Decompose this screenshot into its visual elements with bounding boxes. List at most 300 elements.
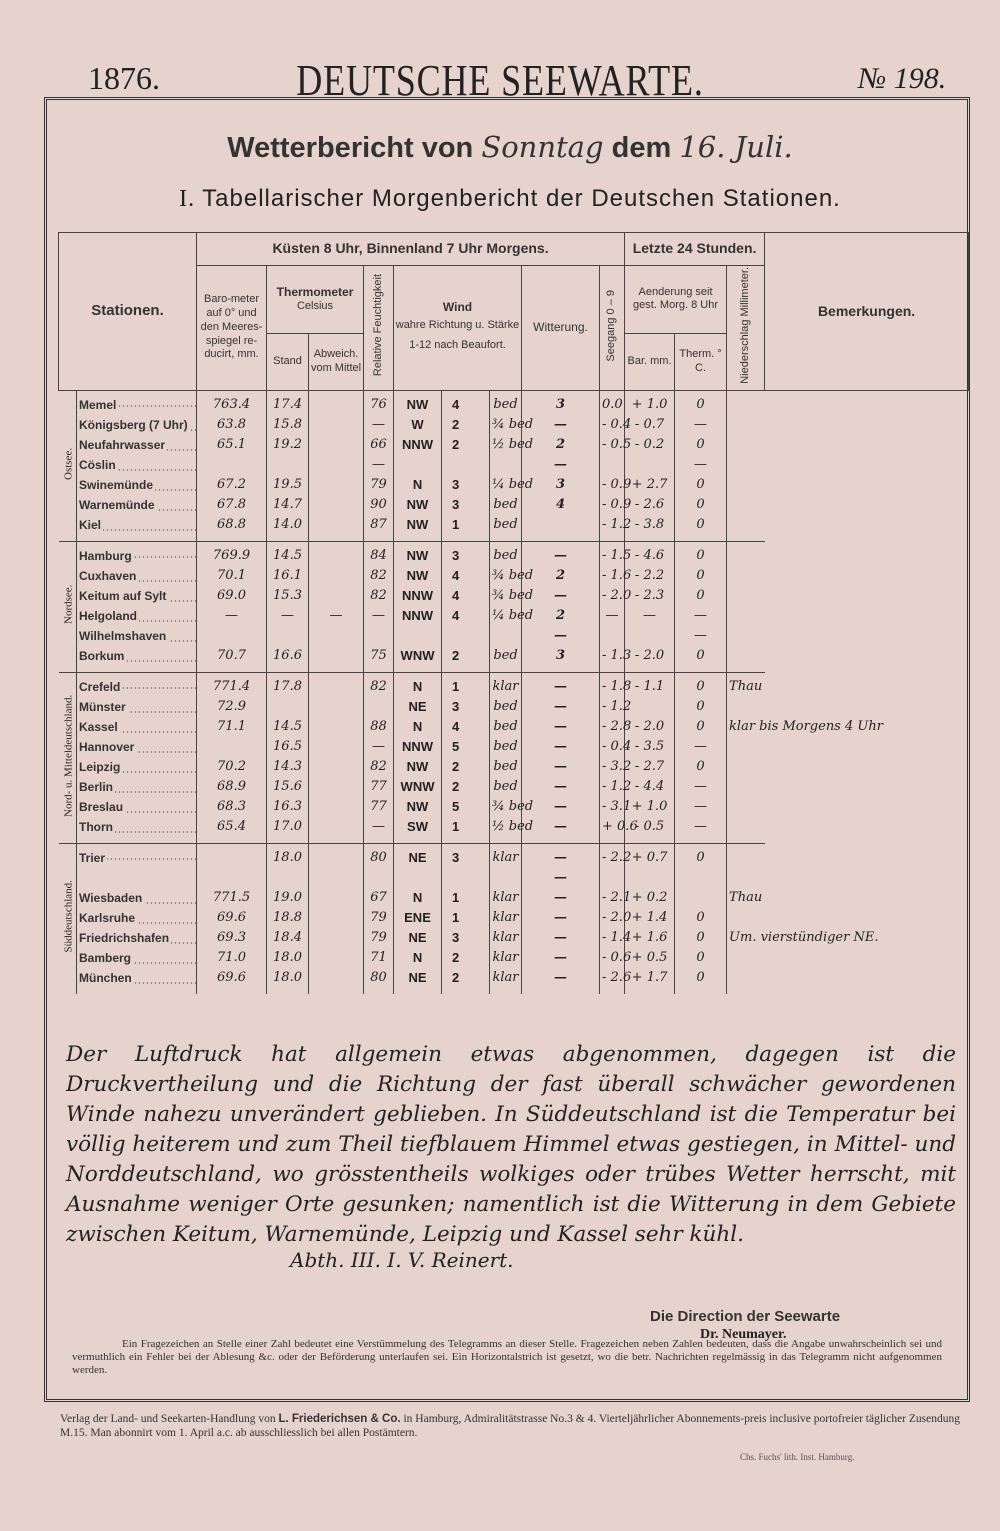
precipitation: —: [675, 415, 727, 435]
wind-strength: 2: [442, 968, 490, 994]
humidity-value: —: [364, 415, 394, 435]
deviation-value: [309, 888, 364, 908]
table-row: [59, 817, 969, 844]
remark: [727, 908, 765, 928]
temperature-value: 18.8: [267, 908, 309, 928]
humidity-value: 77: [364, 797, 394, 817]
remark: [727, 757, 765, 777]
precipitation: [675, 868, 727, 888]
remark: [727, 415, 765, 435]
therm-change: + 2.7: [625, 475, 675, 495]
remark: [727, 606, 765, 626]
wind-direction: NW: [394, 390, 442, 415]
wind-strength: 1: [442, 817, 490, 844]
humidity-value: 66: [364, 435, 394, 455]
table-row: [59, 908, 969, 928]
station-name: Thorn: [77, 817, 197, 844]
humidity-value: 82: [364, 672, 394, 697]
wind-strength: 4: [442, 717, 490, 737]
bar-change: + 0.6: [600, 817, 625, 844]
remark: klar bis Morgens 4 Uhr: [727, 717, 765, 737]
barometer-value: 771.4: [197, 672, 267, 697]
bar-change: - 1.4: [600, 928, 625, 948]
deviation-value: [309, 908, 364, 928]
title-date: 16. Juli.: [679, 130, 793, 164]
station-name: Crefeld: [77, 672, 197, 697]
wind-direction: NW: [394, 566, 442, 586]
col-bar: Bar. mm.: [625, 333, 675, 390]
humidity-value: 76: [364, 390, 394, 415]
wind-strength: 4: [442, 566, 490, 586]
temperature-value: 17.0: [267, 817, 309, 844]
wind-strength: 4: [442, 606, 490, 626]
humidity-value: 80: [364, 968, 394, 994]
wind-strength: [442, 626, 490, 646]
wind-strength: 2: [442, 646, 490, 673]
wind-strength: 2: [442, 415, 490, 435]
remark: [727, 566, 765, 586]
remark: [727, 586, 765, 606]
temperature-value: —: [267, 606, 309, 626]
region-label: Süddeutschland.: [59, 843, 77, 994]
wind-direction: NW: [394, 757, 442, 777]
sea-state: —: [522, 777, 600, 797]
precipitation: 0: [675, 390, 727, 415]
col-feuchtigkeit: [364, 266, 394, 391]
table-row: [59, 928, 969, 948]
temperature-value: 14.5: [267, 541, 309, 566]
station-name: Hannover: [77, 737, 197, 757]
bar-change: - 3.2: [600, 757, 625, 777]
therm-change: - 2.3: [625, 586, 675, 606]
temperature-value: 18.0: [267, 968, 309, 994]
wind-strength: 3: [442, 697, 490, 717]
bar-change: - 1.2: [600, 515, 625, 542]
col-seegang: [600, 266, 625, 391]
bar-change: [600, 868, 625, 888]
barometer-value: 67.2: [197, 475, 267, 495]
precipitation: —: [675, 737, 727, 757]
precipitation: 0: [675, 928, 727, 948]
sea-state: —: [522, 717, 600, 737]
barometer-value: 69.6: [197, 908, 267, 928]
temperature-value: 18.0: [267, 948, 309, 968]
therm-change: [625, 868, 675, 888]
wind-strength: 3: [442, 475, 490, 495]
table-row: [59, 968, 969, 994]
station-name: Borkum: [77, 646, 197, 673]
weather-value: bed: [490, 717, 522, 737]
wind-direction: NW: [394, 797, 442, 817]
station-name: Kassel: [77, 717, 197, 737]
barometer-value: 70.1: [197, 566, 267, 586]
deviation-value: [309, 797, 364, 817]
deviation-value: [309, 948, 364, 968]
table-row: [59, 672, 969, 697]
publisher-pre: Verlag der Land- und Seekarten-Handlung von: [60, 1413, 276, 1425]
col-wind: [394, 266, 522, 391]
weather-value: ¾ bed: [490, 797, 522, 817]
weather-value: ¾ bed: [490, 566, 522, 586]
bar-change: - 1.3: [600, 646, 625, 673]
subtitle-roman: I.: [179, 186, 196, 212]
barometer-value: [197, 868, 267, 888]
deviation-value: [309, 843, 364, 868]
wind-strength: 1: [442, 515, 490, 542]
feuchtigkeit-label: Relative Feuchtigkeit: [371, 274, 384, 377]
deviation-value: [309, 495, 364, 515]
temperature-value: [267, 455, 309, 475]
deviation-value: [309, 672, 364, 697]
deviation-value: [309, 777, 364, 797]
col-stand: Stand: [267, 333, 309, 390]
precipitation: 0: [675, 586, 727, 606]
bar-change: - 0.9: [600, 475, 625, 495]
therm-change: + 0.7: [625, 843, 675, 868]
sea-state: 4: [522, 495, 600, 515]
station-name: Friedrichshafen: [77, 928, 197, 948]
temperature-value: 16.3: [267, 797, 309, 817]
station-name: [77, 868, 197, 888]
therm-change: - 2.2: [625, 566, 675, 586]
sea-state: —: [522, 888, 600, 908]
wind-strength: 4: [442, 390, 490, 415]
wind-strength: 1: [442, 672, 490, 697]
station-name: Memel: [77, 390, 197, 415]
humidity-value: 79: [364, 908, 394, 928]
col-abweich: Abweich. vom Mittel: [309, 333, 364, 390]
humidity-value: 82: [364, 586, 394, 606]
bar-change: 0.0: [600, 390, 625, 415]
bar-change: [600, 455, 625, 475]
remark: [727, 435, 765, 455]
publisher-line: [60, 1412, 960, 1440]
humidity-value: 71: [364, 948, 394, 968]
wind-direction: N: [394, 672, 442, 697]
sea-state: —: [522, 672, 600, 697]
temperature-value: 17.4: [267, 390, 309, 415]
wind-strength: [442, 868, 490, 888]
table-row: [59, 390, 969, 415]
precipitation: 0: [675, 566, 727, 586]
temperature-value: 16.6: [267, 646, 309, 673]
wind-strength: 1: [442, 908, 490, 928]
col-barometer: Baro-meter auf 0° und den Meeres-spiegel re-ducirt, mm.: [197, 266, 267, 391]
bar-change: - 2.1: [600, 888, 625, 908]
deviation-value: [309, 415, 364, 435]
wind-direction: NE: [394, 843, 442, 868]
wind-direction: NW: [394, 541, 442, 566]
deviation-value: [309, 697, 364, 717]
barometer-value: 70.7: [197, 646, 267, 673]
temperature-value: 16.5: [267, 737, 309, 757]
station-name: Berlin: [77, 777, 197, 797]
wind-direction: NW: [394, 515, 442, 542]
humidity-value: 82: [364, 566, 394, 586]
wind-direction: WNW: [394, 646, 442, 673]
station-name: Münster: [77, 697, 197, 717]
table-row: [59, 541, 969, 566]
weather-table: [58, 232, 969, 994]
precipitation: 0: [675, 646, 727, 673]
therm-change: + 1.6: [625, 928, 675, 948]
subtitle-text: Tabellarischer Morgenbericht der Deutschen Stationen.: [202, 185, 841, 212]
precipitation: —: [675, 817, 727, 844]
sea-state: —: [522, 541, 600, 566]
sea-state: —: [522, 797, 600, 817]
remark: [727, 843, 765, 868]
sea-state: 2: [522, 606, 600, 626]
col-bemerkungen: Bemerkungen.: [765, 233, 969, 391]
wind-sub: wahre Richtung u. Stärke 1-12 nach Beaufort.: [395, 319, 520, 352]
temperature-value: 19.5: [267, 475, 309, 495]
station-name: München: [77, 968, 197, 994]
weather-value: ¼ bed: [490, 475, 522, 495]
wind-direction: NNW: [394, 586, 442, 606]
bar-change: - 2.0: [600, 908, 625, 928]
weather-value: bed: [490, 515, 522, 542]
subtitle: [60, 185, 960, 213]
sea-state: 3: [522, 475, 600, 495]
deviation-value: —: [309, 606, 364, 626]
remark: Thau: [727, 672, 765, 697]
station-name: Wilhelmshaven: [77, 626, 197, 646]
title-mid: dem: [611, 132, 672, 164]
barometer-value: [197, 626, 267, 646]
station-name: Breslau: [77, 797, 197, 817]
bar-change: [600, 626, 625, 646]
humidity-value: —: [364, 455, 394, 475]
therm-change: - 0.2: [625, 435, 675, 455]
lith-credit: Chs. Fuchs' lith. Inst. Hamburg.: [740, 1452, 855, 1462]
wind-strength: [442, 455, 490, 475]
therm-change: + 0.2: [625, 888, 675, 908]
wind-direction: N: [394, 475, 442, 495]
barometer-value: 68.3: [197, 797, 267, 817]
station-name: Helgoland: [77, 606, 197, 626]
deviation-value: [309, 817, 364, 844]
weather-value: [490, 868, 522, 888]
therm-change: + 1.0: [625, 390, 675, 415]
precipitation: 0: [675, 475, 727, 495]
deviation-value: [309, 435, 364, 455]
weather-value: klar: [490, 672, 522, 697]
year: 1876.: [88, 60, 160, 96]
therm-change: [625, 626, 675, 646]
weather-value: bed: [490, 390, 522, 415]
signature: Abth. III. I. V. Reinert.: [290, 1248, 514, 1272]
table-row: [59, 888, 969, 908]
weather-value: ¾ bed: [490, 415, 522, 435]
wind-direction: [394, 626, 442, 646]
deviation-value: [309, 757, 364, 777]
weather-value: ½ bed: [490, 817, 522, 844]
bar-change: - 2.8: [600, 717, 625, 737]
weather-value: bed: [490, 541, 522, 566]
bar-change: - 0.4: [600, 415, 625, 435]
station-name: Warnemünde: [77, 495, 197, 515]
remark: Um. vierstündiger NE.: [727, 928, 765, 948]
sea-state: —: [522, 908, 600, 928]
therm-change: - 2.6: [625, 495, 675, 515]
deviation-value: [309, 515, 364, 542]
sea-state: —: [522, 415, 600, 435]
barometer-value: 70.2: [197, 757, 267, 777]
therm-change: - 2.0: [625, 717, 675, 737]
humidity-value: 80: [364, 843, 394, 868]
weather-value: klar: [490, 888, 522, 908]
wind-strength: 5: [442, 737, 490, 757]
col-therm: Therm. ° C.: [675, 333, 727, 390]
deviation-value: [309, 586, 364, 606]
deviation-value: [309, 968, 364, 994]
station-name: Kiel: [77, 515, 197, 542]
remark: [727, 948, 765, 968]
bar-change: - 0.9: [600, 495, 625, 515]
deviation-value: [309, 475, 364, 495]
publisher-post: in Hamburg, Admiralitätstrasse No.3 & 4. Vierteljährlicher Abonnements-preis inclusive portofreier täglicher Zusendung M.15. Man abonnirt vom 1. April a.c. ab ausschliesslich bei allen Postämtern.: [60, 1413, 961, 1439]
wind-strength: 2: [442, 777, 490, 797]
table-row: [59, 843, 969, 868]
therm-change: - 3.5: [625, 737, 675, 757]
deviation-value: [309, 390, 364, 415]
report-title: [60, 130, 960, 165]
therm-change: + 1.7: [625, 968, 675, 994]
remark: [727, 737, 765, 757]
summary-text: Der Luftdruck hat allgemein etwas abgenommen, dagegen ist die Druckvertheilung und die Richtung der fast überall schwächer gewordenen Winde nahezu unverändert geblieben. In Süddeutschland ist die Temperatur bei völlig heiterem und zum Theil tiefblauem Himmel etwas gestiegen, in Mittel- und Norddeutschland, wo grösstentheils wolkiges oder trübes Wetter herrscht, mit Ausnahme weniger Orte gesunken; namentlich ist die Witterung in dem Gebiete zwischen Keitum, Warnemünde, Leipzig und Kassel sehr kühl.: [66, 1042, 956, 1247]
remark: [727, 541, 765, 566]
bar-change: —: [600, 606, 625, 626]
remark: [727, 797, 765, 817]
remark: [727, 495, 765, 515]
precipitation: 0: [675, 697, 727, 717]
wind-direction: WNW: [394, 777, 442, 797]
bar-change: - 0.6: [600, 948, 625, 968]
station-name: Hamburg: [77, 541, 197, 566]
table-row: [59, 515, 969, 542]
sea-state: —: [522, 868, 600, 888]
table-row: [59, 737, 969, 757]
wind-direction: NE: [394, 928, 442, 948]
table-row: [59, 606, 969, 626]
temperature-value: 14.7: [267, 495, 309, 515]
col-thermometer: [267, 266, 364, 334]
therm-change: - 4.4: [625, 777, 675, 797]
humidity-value: [364, 697, 394, 717]
sea-state: —: [522, 948, 600, 968]
wind-strength: 3: [442, 541, 490, 566]
remark: [727, 455, 765, 475]
weather-value: bed: [490, 697, 522, 717]
weather-value: klar: [490, 968, 522, 994]
table-row: [59, 757, 969, 777]
issue-number: № 198.: [858, 62, 947, 95]
region-label: Nordsee.: [59, 541, 77, 672]
temperature-value: 14.3: [267, 757, 309, 777]
station-name: Cöslin: [77, 455, 197, 475]
wind-direction: NNW: [394, 737, 442, 757]
wind-strength: 3: [442, 495, 490, 515]
humidity-value: 88: [364, 717, 394, 737]
table-row: [59, 717, 969, 737]
barometer-value: 67.8: [197, 495, 267, 515]
weather-value: bed: [490, 757, 522, 777]
barometer-value: 763.4: [197, 390, 267, 415]
therm-change: + 1.4: [625, 908, 675, 928]
wind-strength: 2: [442, 757, 490, 777]
precipitation: 0: [675, 968, 727, 994]
precipitation: 0: [675, 541, 727, 566]
humidity-value: 79: [364, 928, 394, 948]
barometer-value: [197, 455, 267, 475]
sea-state: —: [522, 586, 600, 606]
table-row: [59, 868, 969, 888]
masthead: DEUTSCHE SEEWARTE.: [296, 56, 704, 105]
table-row: [59, 566, 969, 586]
temperature-value: [267, 697, 309, 717]
footnote: Ein Fragezeichen an Stelle einer Zahl bedeutet eine Verstümmelung des Telegramms an dieser Stelle. Fragezeichen neben Zahlen bedeuten, dass die Angabe unwahrscheinlich sei und vermuthlich ein Fehler bei der Ablesung &c. oder der Beförderung unterlaufen sei. Ein Horizontalstrich ist gesetzt, wo die betr. Nachrichten regelmässig in das Telegramm nicht aufgenommen werden.: [72, 1338, 942, 1376]
precipitation: —: [675, 777, 727, 797]
precipitation: —: [675, 797, 727, 817]
remark: Thau: [727, 888, 765, 908]
precipitation: 0: [675, 717, 727, 737]
celsius-label: Celsius: [296, 300, 334, 313]
humidity-value: —: [364, 606, 394, 626]
therm-change: - 1.1: [625, 672, 675, 697]
table-row: [59, 797, 969, 817]
temperature-value: 17.8: [267, 672, 309, 697]
humidity-value: [364, 868, 394, 888]
wind-strength: 2: [442, 948, 490, 968]
barometer-value: 63.8: [197, 415, 267, 435]
bar-change: - 1.2: [600, 697, 625, 717]
bar-change: - 2.0: [600, 586, 625, 606]
barometer-value: 71.0: [197, 948, 267, 968]
table-row: [59, 777, 969, 797]
therm-change: [625, 455, 675, 475]
direction: Die Direction der Seewarte: [650, 1308, 841, 1325]
humidity-value: 79: [364, 475, 394, 495]
precipitation: —: [675, 606, 727, 626]
temperature-value: 19.2: [267, 435, 309, 455]
weather-value: bed: [490, 495, 522, 515]
precipitation: 0: [675, 908, 727, 928]
humidity-value: 77: [364, 777, 394, 797]
station-name: Swinemünde: [77, 475, 197, 495]
weather-value: bed: [490, 646, 522, 673]
temperature-value: 18.0: [267, 843, 309, 868]
temperature-value: 15.6: [267, 777, 309, 797]
barometer-value: 69.0: [197, 586, 267, 606]
title-day: Sonntag: [481, 130, 604, 164]
station-name: Karlsruhe: [77, 908, 197, 928]
temperature-value: 15.3: [267, 586, 309, 606]
weather-value: klar: [490, 948, 522, 968]
weather-value: ½ bed: [490, 435, 522, 455]
col-niederschlag: [727, 266, 765, 391]
precipitation: 0: [675, 948, 727, 968]
table-body: [59, 390, 969, 994]
station-name: Cuxhaven: [77, 566, 197, 586]
temperature-value: 14.5: [267, 717, 309, 737]
col-stationen: Stationen.: [59, 233, 197, 391]
thermometer-label: Thermometer: [276, 284, 354, 299]
therm-change: [625, 697, 675, 717]
temperature-value: [267, 868, 309, 888]
precipitation: [675, 888, 727, 908]
temperature-value: 16.1: [267, 566, 309, 586]
precipitation: 0: [675, 757, 727, 777]
